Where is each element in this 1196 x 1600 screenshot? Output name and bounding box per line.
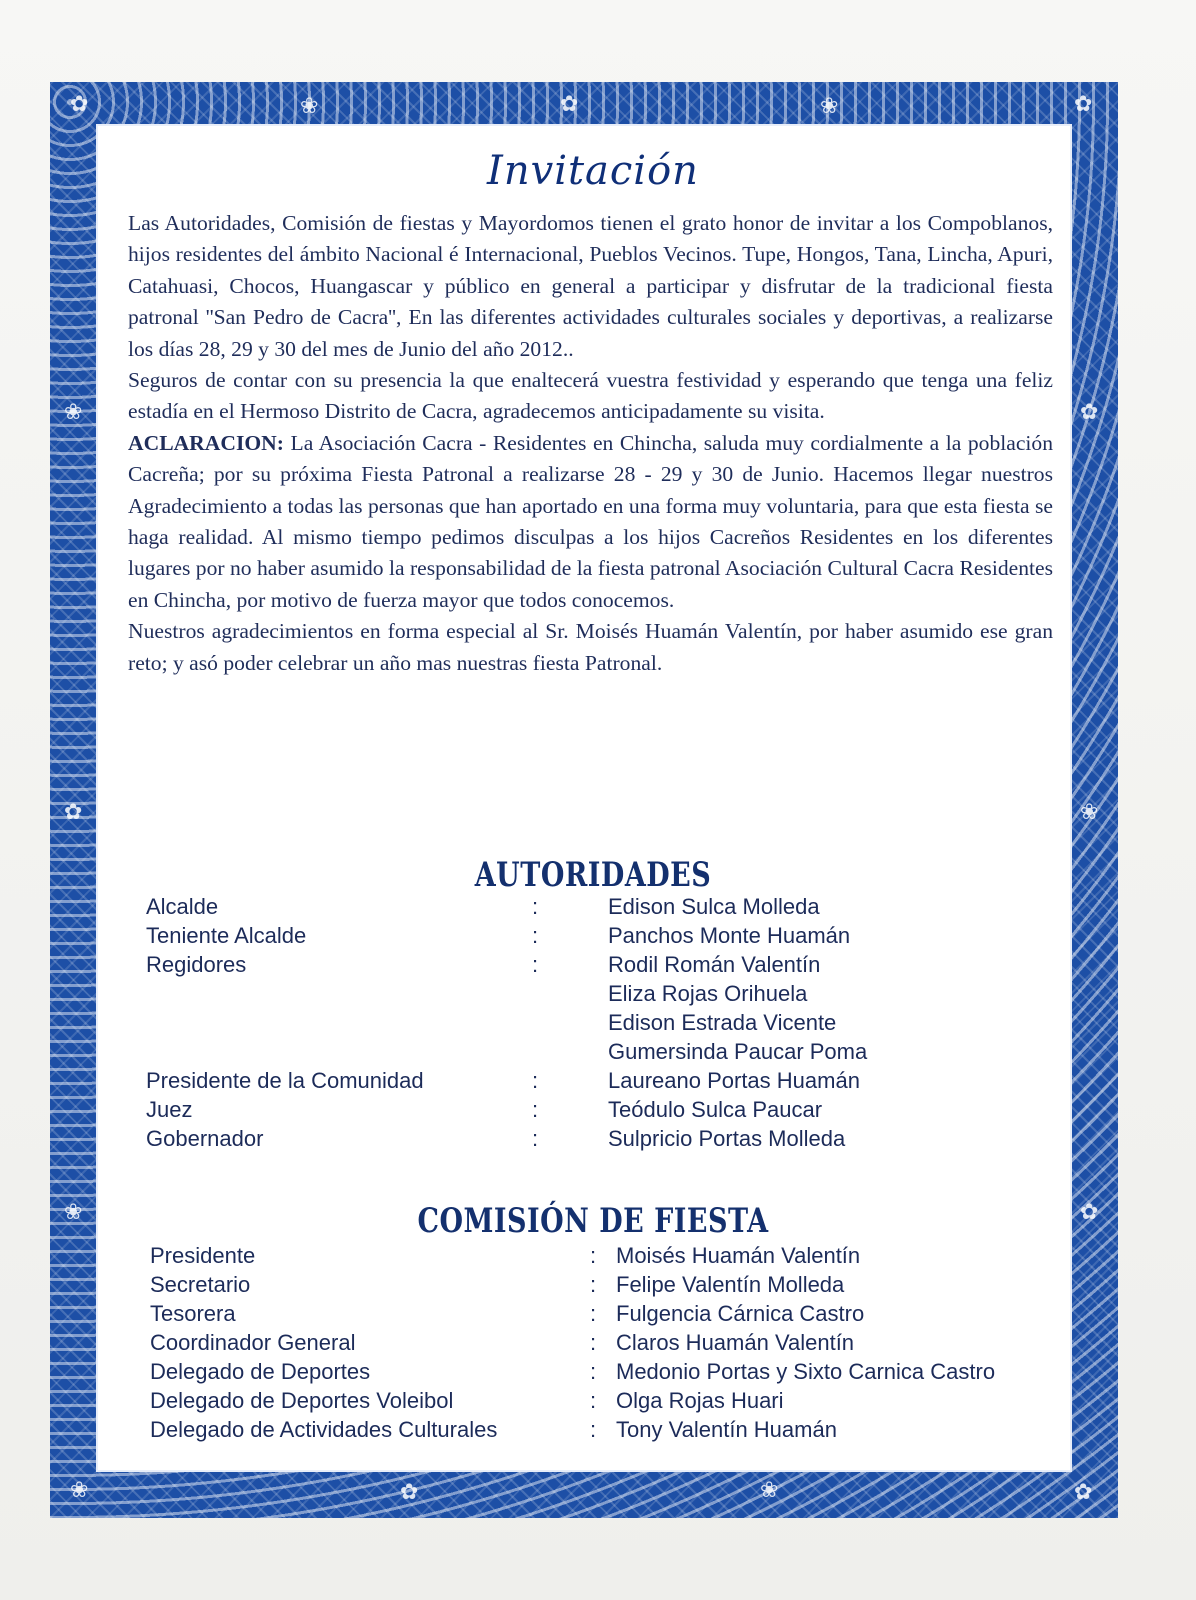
aclaracion-label: ACLARACION: [128,430,284,455]
person-name: Edison Estrada Vicente [608,1010,837,1035]
flower-icon: ❀ [1080,800,1099,825]
flower-icon: ❀ [70,1478,89,1503]
separator: : [532,1068,539,1093]
role-label: Regidores [146,952,247,977]
separator: : [532,894,539,919]
separator: : [590,1272,597,1297]
role-label: Presidente [150,1243,256,1268]
role-label: Delegado de Deportes Voleibol [150,1388,454,1413]
role-label: Tesorera [150,1301,236,1326]
flower-icon: ✿ [70,92,89,117]
person-name: Edison Sulca Molleda [608,894,820,919]
paragraph-invite: Las Autoridades, Comisión de fiestas y Mayordomos tienen el grato honor de invitar a los Compoblanos, hijos residentes del ámbito Nacional é Internacional, Pueblos Vecinos. Tupe, Hongos, Tana, Lincha, Apuri, Catahuasi, Chocos, Huangascar y público en general a participar y disfrutar de la tradicional fiesta patronal ''San Pedro de Cacra'', En las diferentes actividades culturales sociales y deportivas, a realizarse los días 28, 29 y 30 del mes de Junio del año 2012.. [128,211,1053,361]
separator: : [532,952,539,977]
person-name: Medonio Portas y Sixto Carnica Castro [616,1359,996,1384]
person-name: Tony Valentín Huamán [616,1417,837,1442]
separator: : [532,1097,539,1122]
role-label: Coordinador General [150,1330,356,1355]
role-label: Delegado de Actividades Culturales [150,1417,498,1442]
flower-icon: ✿ [1074,1480,1093,1505]
role-label: Presidente de la Comunidad [146,1068,424,1093]
person-name: Laureano Portas Huamán [608,1068,860,1093]
separator: : [590,1417,597,1442]
role-label: Secretario [150,1272,251,1297]
flower-icon: ✿ [400,1480,419,1505]
aclaracion-text: La Asociación Cacra - Residentes en Chincha, saluda muy cordialmente a la población Cacreña; por su próxima Fiesta Patronal a realizarse 28 - 29 y 30 de Junio. Hacemos llegar nuestros Agradecimiento a todas las personas que han aportado en una forma muy voluntaria, para que esta fiesta se haga realidad. Al mismo tiempo pedimos disculpas a los hijos Cacreños Residentes en los diferentes lugares por no haber asumido la responsabilidad de la fiesta patronal Asociación Cultural Cacra Residentes en Chincha, por motivo de fuerza mayor que todos conocemos. [128,430,1053,612]
flower-icon: ❀ [64,400,83,425]
person-name: Olga Rojas Huari [616,1388,784,1413]
person-name: Rodil Román Valentín [608,952,821,977]
flower-icon: ✿ [64,800,83,825]
role-label: Delegado de Deportes [150,1359,371,1384]
flower-icon: ✿ [1080,1200,1099,1225]
flower-icon: ✿ [560,92,579,117]
person-name: Felipe Valentín Molleda [616,1272,845,1297]
paragraph-aclaracion [128,428,1053,616]
autoridades-list [146,894,1046,1164]
flower-icon: ❀ [300,94,319,119]
person-name: Teódulo Sulca Paucar [608,1097,823,1122]
person-name: Fulgencia Cárnica Castro [616,1301,865,1326]
separator: : [590,1301,597,1326]
flower-icon: ❀ [820,94,839,119]
invitation-body [128,208,1053,679]
separator: : [590,1243,597,1268]
paragraph-greeting: Seguros de contar con su presencia la que enaltecerá vuestra festividad y esperando que tenga una feliz estadía en el Hermoso Distrito de Cacra, agradecemos anticipadamente su visita. [128,368,1053,424]
flower-icon: ✿ [1080,400,1099,425]
person-name: Eliza Rojas Orihuela [608,981,808,1006]
person-name: Moisés Huamán Valentín [616,1243,861,1268]
person-name: Panchos Monte Huamán [608,923,851,948]
person-name: Claros Huamán Valentín [616,1330,855,1355]
invitation-title: Invitación [487,148,699,194]
separator: : [590,1359,597,1384]
separator: : [532,923,539,948]
flower-icon: ❀ [64,1200,83,1225]
person-name: Gumersinda Paucar Poma [608,1039,868,1064]
paragraph-closing: Nuestros agradecimientos en forma especial al Sr. Moisés Huamán Valentín, por haber asumido ese gran reto; y asó poder celebrar un año mas nuestras fiesta Patronal. [128,619,1053,675]
separator: : [532,1126,539,1151]
flower-icon: ✿ [1074,92,1093,117]
role-label: Gobernador [146,1126,264,1151]
autoridades-heading: AUTORIDADES [474,856,712,895]
separator: : [590,1330,597,1355]
role-label: Teniente Alcalde [146,923,307,948]
flower-icon: ❀ [760,1478,779,1503]
comision-heading: COMISIÓN DE FIESTA [417,1202,769,1241]
person-name: Sulpricio Portas Molleda [608,1126,846,1151]
role-label: Juez [146,1097,193,1122]
role-label: Alcalde [146,894,219,919]
comision-list [150,1243,1060,1453]
separator: : [590,1388,597,1413]
